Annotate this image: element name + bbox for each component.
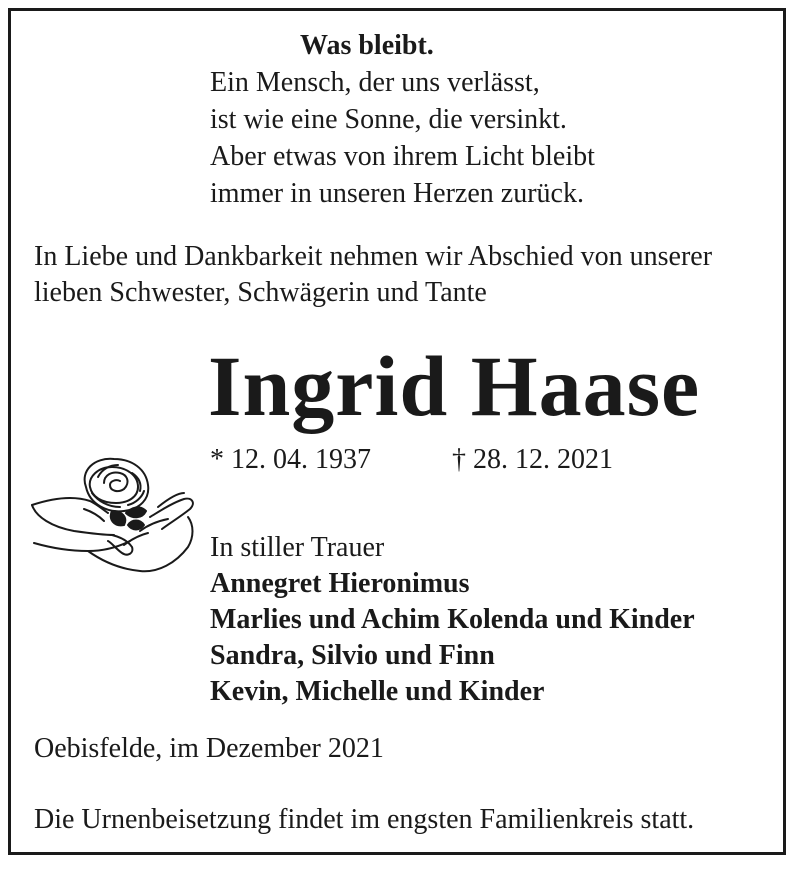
mourners-block — [210, 530, 695, 710]
poem-line: immer in unseren Herzen zurück. — [210, 178, 584, 209]
death-date: † 28. 12. 2021 — [452, 444, 613, 475]
poem-line: Ein Mensch, der uns verlässt, — [210, 67, 540, 98]
mourner-name: Annegret Hieronimus — [210, 568, 470, 599]
intro-line: In Liebe und Dankbarkeit nehmen wir Abschied von unserer — [34, 241, 713, 272]
poem-title: Was bleibt. — [300, 30, 434, 61]
place-date: Oebisfelde, im Dezember 2021 — [34, 733, 384, 764]
rose-in-hands-icon — [28, 447, 200, 579]
poem — [210, 64, 595, 212]
birth-date: * 12. 04. 1937 — [210, 444, 371, 475]
farewell-intro — [34, 239, 712, 311]
mourner-name: Kevin, Michelle und Kinder — [210, 676, 545, 707]
burial-note: Die Urnenbeisetzung findet im engsten Familienkreis statt. — [34, 804, 695, 835]
mourning-lead: In stiller Trauer — [210, 532, 385, 563]
poem-line: Aber etwas von ihrem Licht bleibt — [210, 141, 595, 172]
intro-line: lieben Schwester, Schwägerin und Tante — [34, 277, 487, 308]
mourner-name: Marlies und Achim Kolenda und Kinder — [210, 604, 695, 635]
poem-line: ist wie eine Sonne, die versinkt. — [210, 104, 567, 135]
deceased-name: Ingrid Haase — [208, 338, 701, 434]
mourner-name: Sandra, Silvio und Finn — [210, 640, 495, 671]
